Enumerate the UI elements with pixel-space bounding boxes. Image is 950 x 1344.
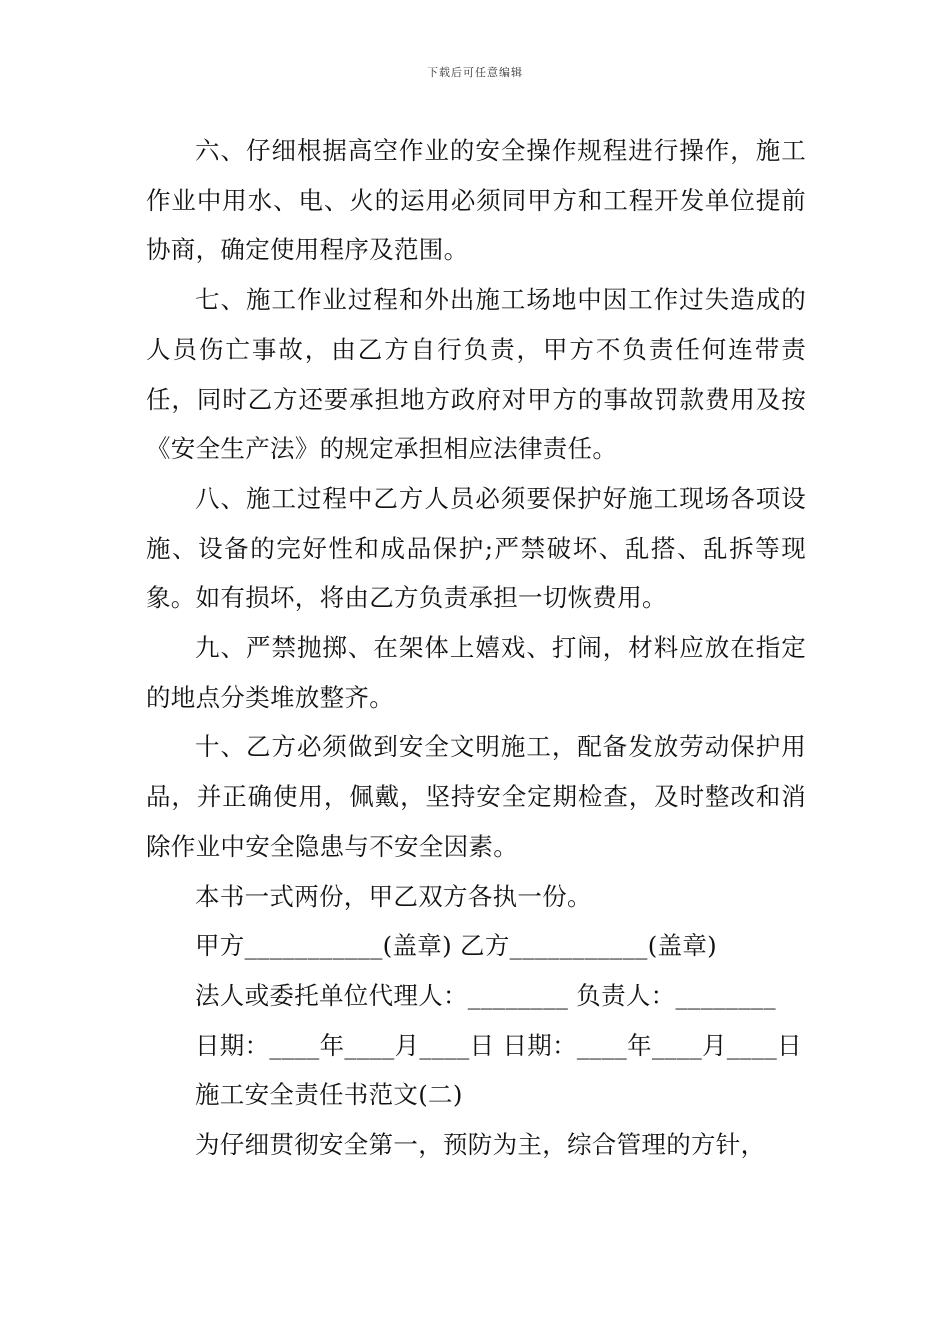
clause-8-paragraph: 八、施工过程中乙方人员必须要保护好施工现场各项设施、设备的完好性和成品保护;严禁破坏、乱搭、乱拆等现象。如有损坏，将由乙方负责承担一切恢费用。 (146, 483, 806, 613)
clause-6-paragraph: 六、仔细根据高空作业的安全操作规程进行操作，施工作业中用水、电、火的运用必须同甲方和工程开发单位提前协商，确定使用程序及范围。 (146, 136, 806, 265)
page-header: 下载后可任意编辑 (427, 66, 523, 79)
signature-parties-line: 甲方___________(盖章) 乙方___________(盖章) (195, 931, 718, 961)
signature-representatives-line: 法人或委托单位代理人：________ 负责人：________ (195, 980, 776, 1010)
signature-dates-line: 日期：____年____月____日 日期：____年____月____日 (195, 1030, 802, 1060)
section-title: 施工安全责任书范文(二) (195, 1080, 463, 1110)
clause-9-paragraph: 九、严禁抛掷、在架体上嬉戏、打闹，材料应放在指定的地点分类堆放整齐。 (146, 633, 806, 712)
clause-10-paragraph: 十、乙方必须做到安全文明施工，配备发放劳动保护用品，并正确使用，佩戴，坚持安全定期检查，及时整改和消除作业中安全隐患与不安全因素。 (146, 732, 806, 861)
document-body (146, 126, 806, 1170)
copies-statement: 本书一式两份，甲乙双方各执一份。 (195, 881, 592, 911)
next-paragraph-start: 为仔细贯彻安全第一，预防为主，综合管理的方针， (195, 1130, 766, 1160)
clause-7-paragraph: 七、施工作业过程和外出施工场地中因工作过失造成的人员伤亡事故，由乙方自行负责，甲方不负责任何连带责任，同时乙方还要承担地方政府对甲方的事故罚款费用及按《安全生产法》的规定承担相应法律责任。 (146, 285, 806, 464)
